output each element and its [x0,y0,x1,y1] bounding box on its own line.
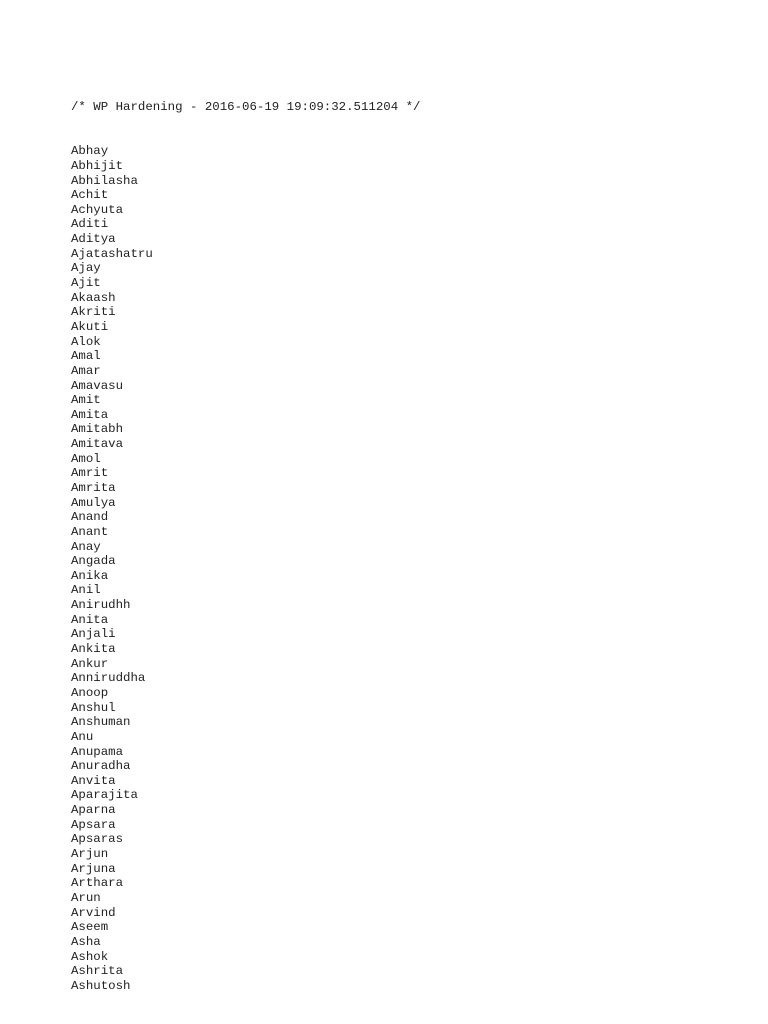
name-line: Aditi [71,217,109,232]
name-list [71,144,751,993]
name-line: Apsara [71,817,116,832]
name-line: Anu [71,729,94,744]
name-line: Ajay [71,261,101,276]
name-line: Aseem [71,920,109,935]
name-line: Amit [71,393,101,408]
name-line: Anupama [71,744,124,759]
name-line: Amal [71,349,101,364]
name-line: Anant [71,524,109,539]
name-line: Akriti [71,305,116,320]
name-line: Amrita [71,481,116,495]
name-line: Achit [71,188,109,203]
name-line: Achyuta [71,202,124,217]
name-line: Anniruddha [71,671,146,686]
name-line: Apsaras [71,832,124,847]
name-line: Anjali [71,627,116,642]
name-line: Arthara [71,876,124,891]
name-line: Aparna [71,803,116,818]
name-line: Amitabh [71,422,124,437]
name-line: Anvita [71,773,116,788]
name-line: Ankur [71,656,109,671]
name-line: Asha [71,934,101,949]
name-line: Ashrita [71,964,124,979]
name-line: Arun [71,890,101,905]
name-line: Anuradha [71,759,131,774]
name-line: Anita [71,612,109,627]
name-line: Ankita [71,642,116,657]
name-line: Ajit [71,276,101,291]
name-line: Anil [71,583,101,598]
name-line: Anshul [71,700,116,715]
document-page [71,71,751,1008]
name-line: Amulya [71,495,116,510]
name-line: Amavasu [71,378,124,393]
name-line: Abhay [71,144,109,159]
name-line: Anshuman [71,715,131,730]
name-line: Amita [71,407,109,422]
header-comment: /* WP Hardening - 2016-06-19 19:09:32.511204 */ [71,100,421,115]
name-line: Ajatashatru [71,246,153,261]
name-line: Anoop [71,685,109,700]
name-line: Anand [71,510,109,525]
name-line: Akuti [71,319,109,334]
name-line: Abhijit [71,158,124,173]
name-line: Anay [71,539,101,554]
name-line: Aditya [71,232,116,247]
name-line: Arjuna [71,861,116,876]
name-line: Angada [71,554,116,569]
name-line: Amrit [71,466,109,481]
name-line: Amar [71,363,101,378]
name-line: Arvind [71,905,116,920]
name-line: Aparajita [71,788,138,803]
name-line: Anika [71,568,109,583]
name-line: Amol [71,451,101,466]
name-line: Anirudhh [71,598,131,613]
name-line: Abhilasha [71,173,138,188]
name-line: Amitava [71,437,124,452]
name-line: Alok [71,334,101,349]
name-line: Akaash [71,290,116,305]
name-line: Arjun [71,847,109,862]
name-line: Ashok [71,949,109,964]
name-line: Ashutosh [71,978,131,993]
